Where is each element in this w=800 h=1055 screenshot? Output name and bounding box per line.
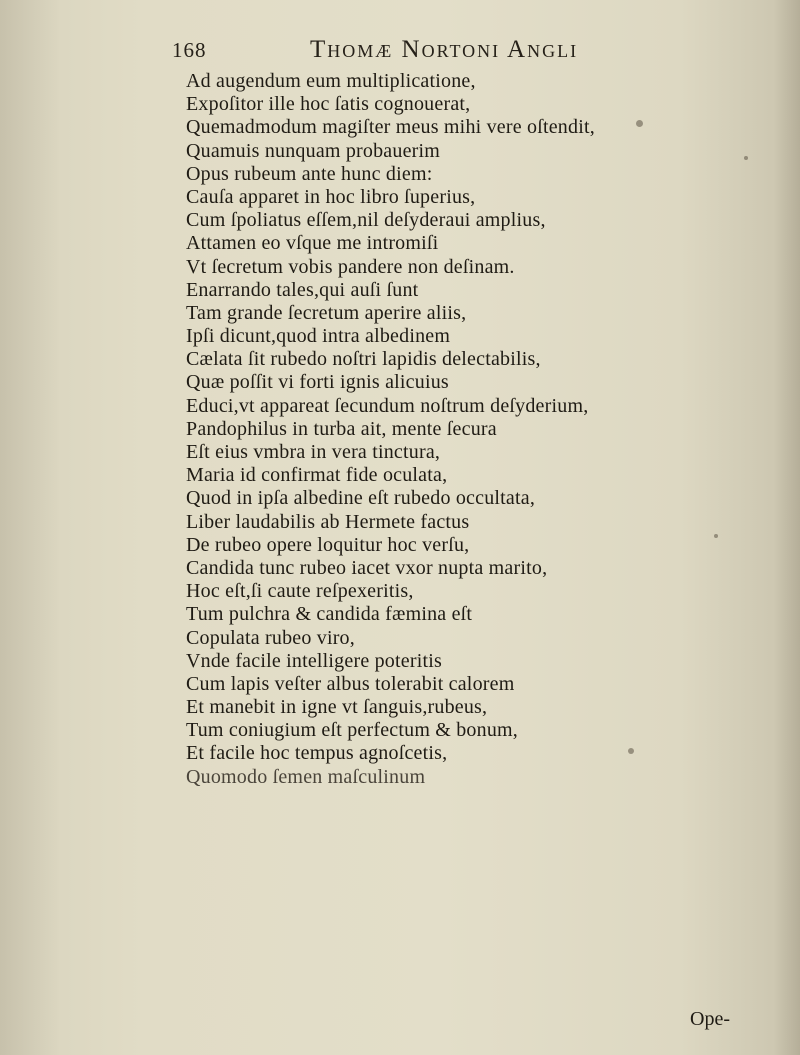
verse-line: Ad augendum eum multiplicatione, (186, 70, 476, 92)
running-head: Thomæ Nortoni Angli (310, 36, 579, 63)
verse-line: Hoc eſt,ſi caute reſpexeritis, (186, 580, 414, 603)
verse-line: Opus rubeum ante hunc diem: (186, 162, 433, 185)
verse-line: Tum pulchra & candida fæmina eſt (186, 603, 473, 626)
verse-line: Copulata rubeo viro, (186, 626, 355, 649)
verse-line: Candida tunc rubeo iacet vxor nupta marito, (186, 556, 548, 579)
verse-line: Vnde facile intelligere poteritis (186, 649, 442, 672)
verse-line: Cum lapis veſter albus tolerabit calorem (186, 672, 515, 695)
verse-line: Eſt eius vmbra in vera tinctura, (186, 441, 441, 463)
verse-line: Expoſitor ille hoc ſatis cognouerat, (186, 93, 471, 116)
verse-line: Maria id confirmat fide oculata, (186, 464, 448, 487)
verse-line: Quemadmodum magiſter meus mihi vere oſtendit, (186, 116, 595, 139)
verse-line: Ipſi dicunt,quod intra albedinem (186, 325, 451, 348)
ink-spot (744, 156, 748, 160)
page-header (172, 30, 732, 66)
page-number: 168 (172, 38, 207, 62)
page-edge-shadow (774, 0, 800, 1055)
verse-line: Cum ſpoliatus eſſem,nil deſyderaui amplius, (186, 209, 546, 232)
catchword: Ope- (690, 1008, 730, 1030)
verse-line: Tum coniugium eſt perfectum & bonum, (186, 719, 518, 742)
verse-line: Tam grande ſecretum aperire aliis, (186, 301, 467, 324)
verse-line: Liber laudabilis ab Hermete factus (186, 510, 470, 533)
verse-line: De rubeo opere loquitur hoc verſu, (186, 533, 470, 556)
verse-line: Enarrando tales,qui auſi ſunt (186, 278, 419, 301)
verse-line: Quomodo ſemen maſculinum (186, 765, 426, 788)
verse-line: Cauſa apparet in hoc libro ſuperius, (186, 185, 476, 208)
ink-spot (636, 120, 643, 127)
verse-line: Et manebit in igne vt ſanguis,rubeus, (186, 696, 488, 719)
ink-spot (714, 534, 718, 538)
verse-line: Pandophilus in turba ait, mente ſecura (186, 417, 497, 440)
verse-line: Cælata ſit rubedo noſtri lapidis delectabilis, (186, 348, 541, 371)
page-gutter-shadow (0, 0, 60, 1055)
verse-line: Quæ poſſit vi forti ignis alicuius (186, 371, 449, 394)
verse-line: Quamuis nunquam probauerim (186, 139, 441, 162)
verse-line: Quod in ipſa albedine eſt rubedo occultata, (186, 487, 536, 510)
ink-spot (628, 748, 634, 754)
verse-line: Et facile hoc tempus agnoſcetis, (186, 742, 448, 765)
verse-line: Attamen eo vſque me intromiſi (186, 232, 439, 255)
verse-line: Educi,vt appareat ſecundum noſtrum deſyderium, (186, 394, 589, 417)
verse-line: Vt ſecretum vobis pandere non deſinam. (186, 255, 515, 278)
verse-text (186, 70, 776, 789)
